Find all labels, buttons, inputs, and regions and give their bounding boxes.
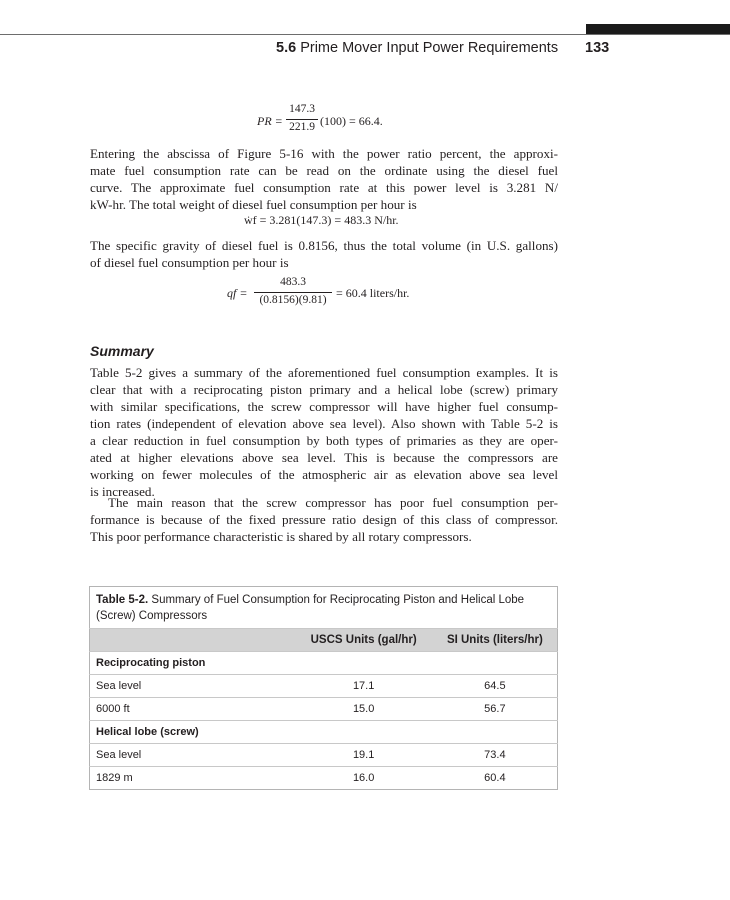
text-line: ated at higher elevations above sea level. This is because the compressors are bbox=[90, 450, 558, 465]
eq3-lhs: qf = bbox=[227, 286, 248, 300]
table-row bbox=[90, 744, 558, 767]
row-label: Sea level bbox=[90, 675, 295, 698]
table-row bbox=[90, 698, 558, 721]
section-title: Prime Mover Input Power Requirements bbox=[300, 40, 559, 56]
table-caption-text: Summary of Fuel Consumption for Reciprocating Piston and Helical Lobe (Screw) Compressors bbox=[96, 594, 525, 622]
table-group-row bbox=[90, 652, 558, 675]
text-line: clear that with a reciprocating piston primary and a helical lobe (screw) primary bbox=[90, 382, 558, 397]
cell-si: 73.4 bbox=[433, 744, 558, 767]
table-group-row bbox=[90, 721, 558, 744]
eq1-denominator: 221.9 bbox=[289, 121, 315, 133]
text-line: The main reason that the screw compressor has poor fuel consumption per- bbox=[108, 495, 558, 510]
fuel-consumption-table bbox=[89, 586, 558, 790]
text-line: with similar specifications, the screw compressor will have higher fuel consump- bbox=[90, 399, 558, 414]
table-row bbox=[90, 767, 558, 790]
paragraph-screw-performance bbox=[90, 494, 558, 545]
eq1-lhs: PR = bbox=[257, 114, 283, 128]
row-label: 6000 ft bbox=[90, 698, 295, 721]
text-line: Entering the abscissa of Figure 5-16 with the power ratio percent, the approxi- bbox=[90, 146, 558, 161]
table-header-row bbox=[90, 629, 558, 652]
table-row bbox=[90, 675, 558, 698]
section-number: 5.6 bbox=[276, 40, 297, 56]
column-header-si: SI Units (liters/hr) bbox=[433, 629, 558, 652]
cell-si: 64.5 bbox=[433, 675, 558, 698]
text-line: mate fuel consumption rate can be read on the ordinate using the diesel fuel bbox=[90, 163, 558, 178]
row-label: Sea level bbox=[90, 744, 295, 767]
row-label: 1829 m bbox=[90, 767, 295, 790]
eq1-rhs: (100) = 66.4. bbox=[320, 114, 383, 128]
cell-uscs: 16.0 bbox=[295, 767, 433, 790]
text-line: working on fewer molecules of the atmospheric air as elevation above sea level bbox=[90, 467, 558, 482]
eq1-numerator: 147.3 bbox=[289, 103, 315, 115]
text-line: The specific gravity of diesel fuel is 0.8156, thus the total volume (in U.S. gallons) bbox=[90, 238, 558, 253]
cell-uscs: 17.1 bbox=[295, 675, 433, 698]
paragraph-specific-gravity bbox=[90, 237, 558, 271]
summary-heading: Summary bbox=[90, 343, 154, 359]
text-line: a clear reduction in fuel consumption by both types of primaries as they are oper- bbox=[90, 433, 558, 448]
column-header-uscs: USCS Units (gal/hr) bbox=[295, 629, 433, 652]
group-label: Reciprocating piston bbox=[90, 652, 558, 675]
eq1-fraction-bar bbox=[286, 119, 318, 120]
text-line: of diesel fuel consumption per hour is bbox=[90, 255, 289, 270]
table-caption bbox=[90, 587, 558, 629]
table-caption-label: Table 5-2. bbox=[96, 594, 149, 606]
eq3-denominator: (0.8156)(9.81) bbox=[259, 294, 327, 306]
page-number: 133 bbox=[585, 40, 610, 56]
text-line: This poor performance characteristic is shared by all rotary compressors. bbox=[90, 529, 472, 544]
cell-uscs: 19.1 bbox=[295, 744, 433, 767]
cell-si: 60.4 bbox=[433, 767, 558, 790]
equation-fuel-weight: ẇf = 3.281(147.3) = 483.3 N/hr. bbox=[244, 213, 399, 227]
text-line: is increased. bbox=[90, 484, 155, 499]
text-line: formance is because of the fixed pressure ratio design of this class of compressor. bbox=[90, 512, 558, 527]
group-label: Helical lobe (screw) bbox=[90, 721, 558, 744]
eq3-fraction-bar bbox=[254, 292, 332, 293]
cell-uscs: 15.0 bbox=[295, 698, 433, 721]
header-rule bbox=[0, 34, 730, 35]
text-line: tion rates (independent of elevation above sea level). Also shown with Table 5-2 is bbox=[90, 416, 558, 431]
paragraph-summary bbox=[90, 364, 558, 500]
text-line: curve. The approximate fuel consumption rate at this power level is 3.281 N/ bbox=[90, 180, 558, 195]
eq3-rhs: = 60.4 liters/hr. bbox=[336, 286, 410, 300]
column-header bbox=[90, 629, 295, 652]
running-head bbox=[276, 40, 558, 56]
header-bar bbox=[586, 24, 730, 34]
text-line: kW-hr. The total weight of diesel fuel consumption per hour is bbox=[90, 197, 417, 212]
paragraph-fuel-rate bbox=[90, 145, 558, 213]
text-line: Table 5-2 gives a summary of the aforementioned fuel consumption examples. It is bbox=[90, 365, 558, 380]
eq3-numerator: 483.3 bbox=[280, 276, 306, 288]
cell-si: 56.7 bbox=[433, 698, 558, 721]
